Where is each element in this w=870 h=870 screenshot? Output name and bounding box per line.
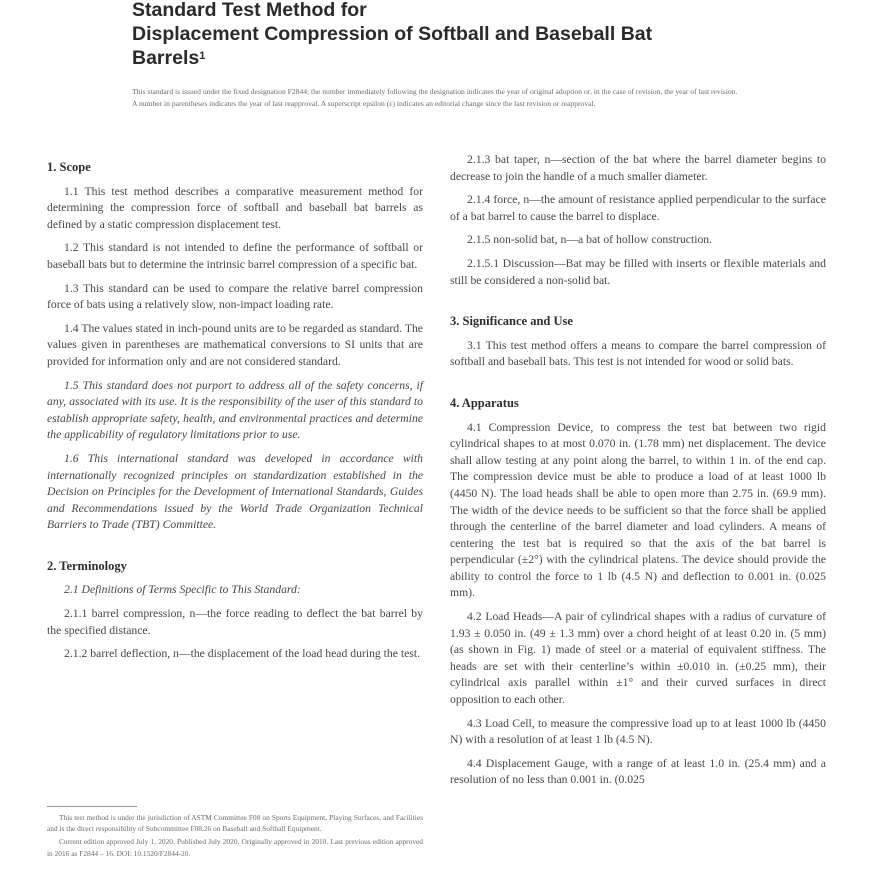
section-heading-significance: 3. Significance and Use	[450, 314, 573, 329]
right-column	[450, 152, 826, 796]
paragraph-1-6: 1.6 This international standard was developed in accordance with internationally recognized principles on standardization established in the Decision on Principles for the Development of International Standards, Guides and Recommendations issued by the World Trade Organization Technical Barriers to Trade (TBT) Committee.	[47, 451, 423, 532]
paragraph-4-2: 4.2 Load Heads—A pair of cylindrical shapes with a radius of curvature of 1.93 ± 0.050 in. (49 ± 1.3 mm) over a chord height of at least 0.20 in. (5 mm) (as shown in Fig. 1) made of steel or a material of equivalent stiffness. The heads are set with their centerline’s within ±0.010 in. (±0.25 mm), their cylindrical axis parallel within ±1° and their curved surfaces in direct opposition to each other.	[450, 610, 826, 707]
footnote-divider	[47, 806, 137, 807]
paragraph-1-3: 1.3 This standard can be used to compare the relative barrel compression force of bats using a relatively slow, non-impact loading rate.	[47, 281, 423, 312]
paragraph-2-1-1: 2.1.1 barrel compression, n—the force reading to deflect the bat barrel by the specified distance.	[47, 607, 423, 637]
section-heading-apparatus: 4. Apparatus	[450, 395, 519, 410]
paragraph-1-1: 1.1 This test method describes a comparative measurement method for determining the compression force of softball and baseball bat barrels as defined by a static compression displacement test.	[47, 184, 423, 231]
paragraph-1-5: 1.5 This standard does not purport to address all of the safety concerns, if any, associated with its use. It is the responsibility of the user of this standard to establish appropriate safety, health, and environmental practices and determine the applicability of regulatory limitations prior to use.	[47, 378, 423, 442]
title-line-2: Displacement Compression of Softball and Baseball Bat	[132, 23, 653, 45]
section-heading-terminology: 2. Terminology	[47, 558, 127, 573]
paragraph-1-4: 1.4 The values stated in inch-pound units are to be regarded as standard. The values given in parentheses are mathematical conversions to SI units that are provided for information only and are not considered standard.	[47, 321, 423, 368]
paragraph-2-1-4: 2.1.4 force, n—the amount of resistance applied perpendicular to the surface of a bat barrel to cause the barrel to displace.	[450, 193, 826, 223]
paragraph-3-1: 3.1 This test method offers a means to compare the barrel compression of softball and baseball bats. This test is not intended for wood or solid bats.	[450, 338, 826, 369]
title-footnote-mark[interactable]: 1	[199, 50, 206, 62]
left-column	[47, 152, 423, 670]
paragraph-2-1-5: 2.1.5 non-solid bat, n—a bat of hollow construction.	[467, 233, 713, 247]
footnotes	[47, 812, 423, 861]
paragraph-4-3: 4.3 Load Cell, to measure the compressive load up to at least 1000 lb (4450 N) with a resolution of at least 1 lb (4.5 N).	[450, 716, 826, 747]
paragraph-4-1: 4.1 Compression Device, to compress the test bat between two rigid cylindrical shapes to at most 0.070 in. (1.78 mm) net displacement. The device shall allow testing at any point along the barrel, to within 1 in. of the end cap. The compression device must be able to produce a load of at least 1000 lb (4450 N). The load heads shall be able to open more than 2.75 in. (69.9 mm). The width of the device needs to be sufficient so that the force shall be applied through the centerline of the barrel diameter and load cylinders. A means of centering the test bat is required so that the axis of the bat barrel is perpendicular (±2°) with the cylindrical platens. The device should provide the ability to control the force to 1 lb (4.5 N) and deflection to 0.001 in. (0.025 mm).	[450, 420, 826, 600]
footnote-2: Current edition approved July 1, 2020. Published July 2020. Originally approved in 2010. Last previous edition approved in 2016 as F2844 – 16. DOI: 10.1520/F2844-20.	[47, 837, 423, 858]
designation-note: This standard is issued under the fixed designation F2844; the number immediately following the designation indicates the year of original adoption or, in the case of revision, the year of last revision. A number in parentheses indicates the year of last reapproval. A superscript epsilon (ε) indicates an editorial change since the last revision or reapproval.	[132, 87, 738, 108]
title-line-1: Standard Test Method for	[132, 0, 367, 21]
paragraph-1-2: 1.2 This standard is not intended to define the performance of softball or baseball bats but to determine the intrinsic barrel compression of a specific bat.	[47, 241, 423, 271]
title-line-3-text: Barrels	[132, 47, 200, 69]
title-line-3	[132, 46, 772, 70]
paragraph-2-1-2: 2.1.2 barrel deflection, n—the displacement of the load head during the test.	[64, 647, 421, 661]
footnote-1: This test method is under the jurisdiction of ASTM Committee F08 on Sports Equipment, Playing Surfaces, and Facilities and is the direct responsibility of Subcommittee F08.26 on Baseball and Softball Equipment.	[47, 813, 423, 834]
section-heading-scope: 1. Scope	[47, 160, 91, 174]
paragraph-2-1: 2.1 Definitions of Terms Specific to This Standard:	[64, 583, 301, 597]
document-title	[132, 0, 772, 70]
paragraph-2-1-5-1: 2.1.5.1 Discussion—Bat may be filled with inserts or flexible materials and still be considered a non-solid bat.	[450, 256, 826, 287]
paragraph-4-4: 4.4 Displacement Gauge, with a range of at least 1.0 in. (25.4 mm) and a resolution of no less than 0.001 in. (0.025	[450, 756, 826, 787]
paragraph-2-1-3: 2.1.3 bat taper, n—section of the bat where the barrel diameter begins to decrease to join the handle of a much smaller diameter.	[450, 153, 826, 183]
